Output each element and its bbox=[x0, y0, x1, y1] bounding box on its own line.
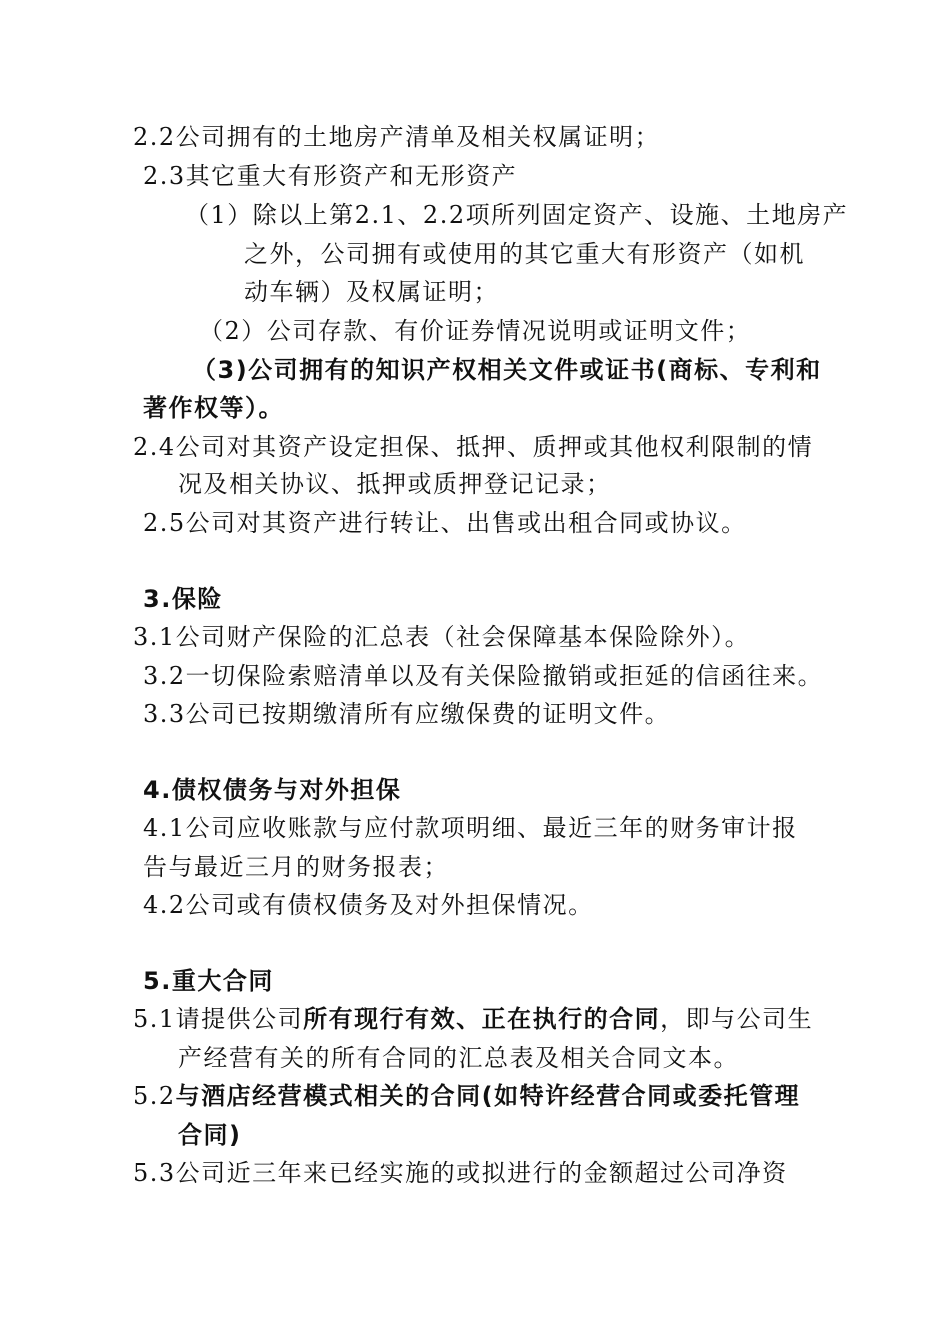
para-2-3: 2.3其它重大有形资产和无形资产 bbox=[143, 162, 518, 190]
para-5-1-line2: 产经营有关的所有合同的汇总表及相关合同文本。 bbox=[178, 1044, 739, 1072]
para-5-1-emphasis: 所有现行有效、正在执行的合同 bbox=[303, 1004, 661, 1033]
para-5-2-line2: 合同) bbox=[178, 1121, 242, 1149]
para-3-2: 3.2一切保险索赔清单以及有关保险撤销或拒延的信函往来。 bbox=[143, 662, 824, 690]
section-heading-3: 3.保险 bbox=[143, 585, 223, 613]
para-2-2: 2.2公司拥有的土地房产清单及相关权属证明； bbox=[133, 123, 661, 151]
para-2-4-line1: 2.4公司对其资产设定担保、抵押、质押或其他权利限制的情 bbox=[133, 433, 814, 461]
para-4-1-line1: 4.1公司应收账款与应付款项明细、最近三年的财务审计报 bbox=[143, 814, 798, 842]
para-3-3: 3.3公司已按期缴清所有应缴保费的证明文件。 bbox=[143, 700, 671, 728]
para-5-2-line1 bbox=[133, 1081, 800, 1111]
para-2-3-1-line2: 之外，公司拥有或使用的其它重大有形资产（如机 bbox=[244, 240, 805, 268]
para-3-1: 3.1公司财产保险的汇总表（社会保障基本保险除外）。 bbox=[133, 623, 751, 651]
para-2-3-1-line1: （1）除以上第2.1、2.2项所列固定资产、设施、土地房产 bbox=[185, 201, 849, 229]
para-2-3-3-line1: （3)公司拥有的知识产权相关文件或证书(商标、专利和 bbox=[192, 356, 822, 384]
para-2-4-line2: 况及相关协议、抵押或质押登记记录； bbox=[178, 470, 612, 498]
para-5-1-prefix: 5.1请提供公司 bbox=[133, 1005, 304, 1033]
section-heading-5: 5.重大合同 bbox=[143, 967, 274, 995]
para-2-5: 2.5公司对其资产进行转让、出售或出租合同或协议。 bbox=[143, 509, 747, 537]
section-heading-4: 4.债权债务与对外担保 bbox=[143, 776, 402, 804]
para-5-2-emphasis: 与酒店经营模式相关的合同(如特许经营合同或委托管理 bbox=[175, 1082, 801, 1110]
para-4-1-line2: 告与最近三月的财务报表； bbox=[143, 853, 449, 881]
para-2-3-3-line2: 著作权等）。 bbox=[143, 394, 284, 422]
para-4-2: 4.2公司或有债权债务及对外担保情况。 bbox=[143, 891, 594, 919]
para-5-1-suffix: ，即与公司生 bbox=[660, 1005, 814, 1033]
para-5-3: 5.3公司近三年来已经实施的或拟进行的金额超过公司净资 bbox=[133, 1159, 788, 1187]
para-2-3-2: （2）公司存款、有价证券情况说明或证明文件； bbox=[199, 317, 752, 345]
para-5-1-line1 bbox=[133, 1004, 813, 1034]
para-5-2-number: 5.2 bbox=[133, 1082, 176, 1110]
para-2-3-1-line3: 动车辆）及权属证明； bbox=[244, 278, 499, 306]
